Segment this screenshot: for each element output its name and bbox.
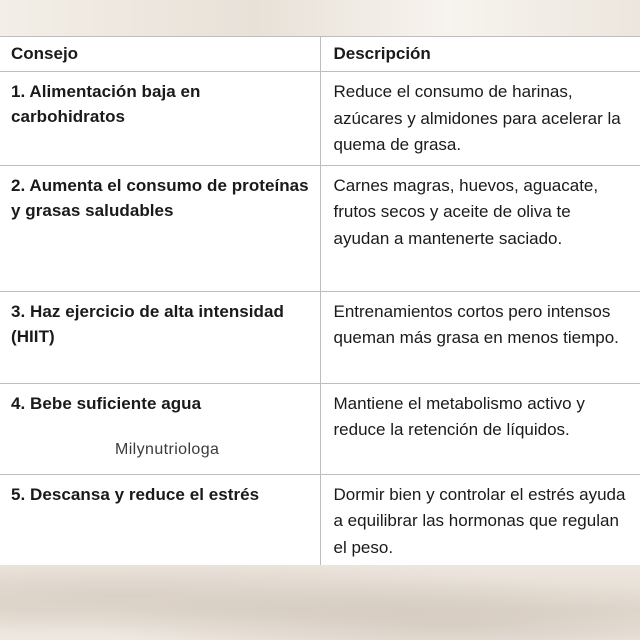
column-header-tip: Consejo	[0, 37, 320, 72]
watermark: Milynutriologa	[115, 440, 220, 458]
table-row	[0, 291, 640, 383]
background-bottom	[0, 565, 640, 640]
tip-cell: 5. Descansa y reduce el estrés	[0, 474, 320, 568]
description-cell: Dormir bien y controlar el estrés ayuda a equilibrar las hormonas que regulan el peso.	[320, 474, 640, 568]
tip-cell: 3. Haz ejercicio de alta intensidad (HIIT)	[0, 291, 320, 383]
description-cell: Carnes magras, huevos, aguacate, frutos secos y aceite de oliva te ayudan a mantenerte saciado.	[320, 165, 640, 291]
background-top	[0, 0, 640, 36]
tips-table	[0, 36, 640, 568]
tip-text: 4. Bebe suficiente agua	[11, 393, 202, 413]
table-row	[0, 72, 640, 166]
tip-cell: 2. Aumenta el consumo de proteínas y grasas saludables	[0, 165, 320, 291]
column-header-description: Descripción	[320, 37, 640, 72]
tips-table-card	[0, 36, 640, 565]
description-cell: Reduce el consumo de harinas, azúcares y almidones para acelerar la quema de grasa.	[320, 72, 640, 166]
table-row	[0, 383, 640, 474]
description-cell: Mantiene el metabolismo activo y reduce la retención de líquidos.	[320, 383, 640, 474]
table-row	[0, 474, 640, 568]
tip-cell: 1. Alimentación baja en carbohidratos	[0, 72, 320, 166]
tip-cell	[0, 383, 320, 474]
description-cell: Entrenamientos cortos pero intensos queman más grasa en menos tiempo.	[320, 291, 640, 383]
table-row	[0, 165, 640, 291]
table-header-row	[0, 37, 640, 72]
